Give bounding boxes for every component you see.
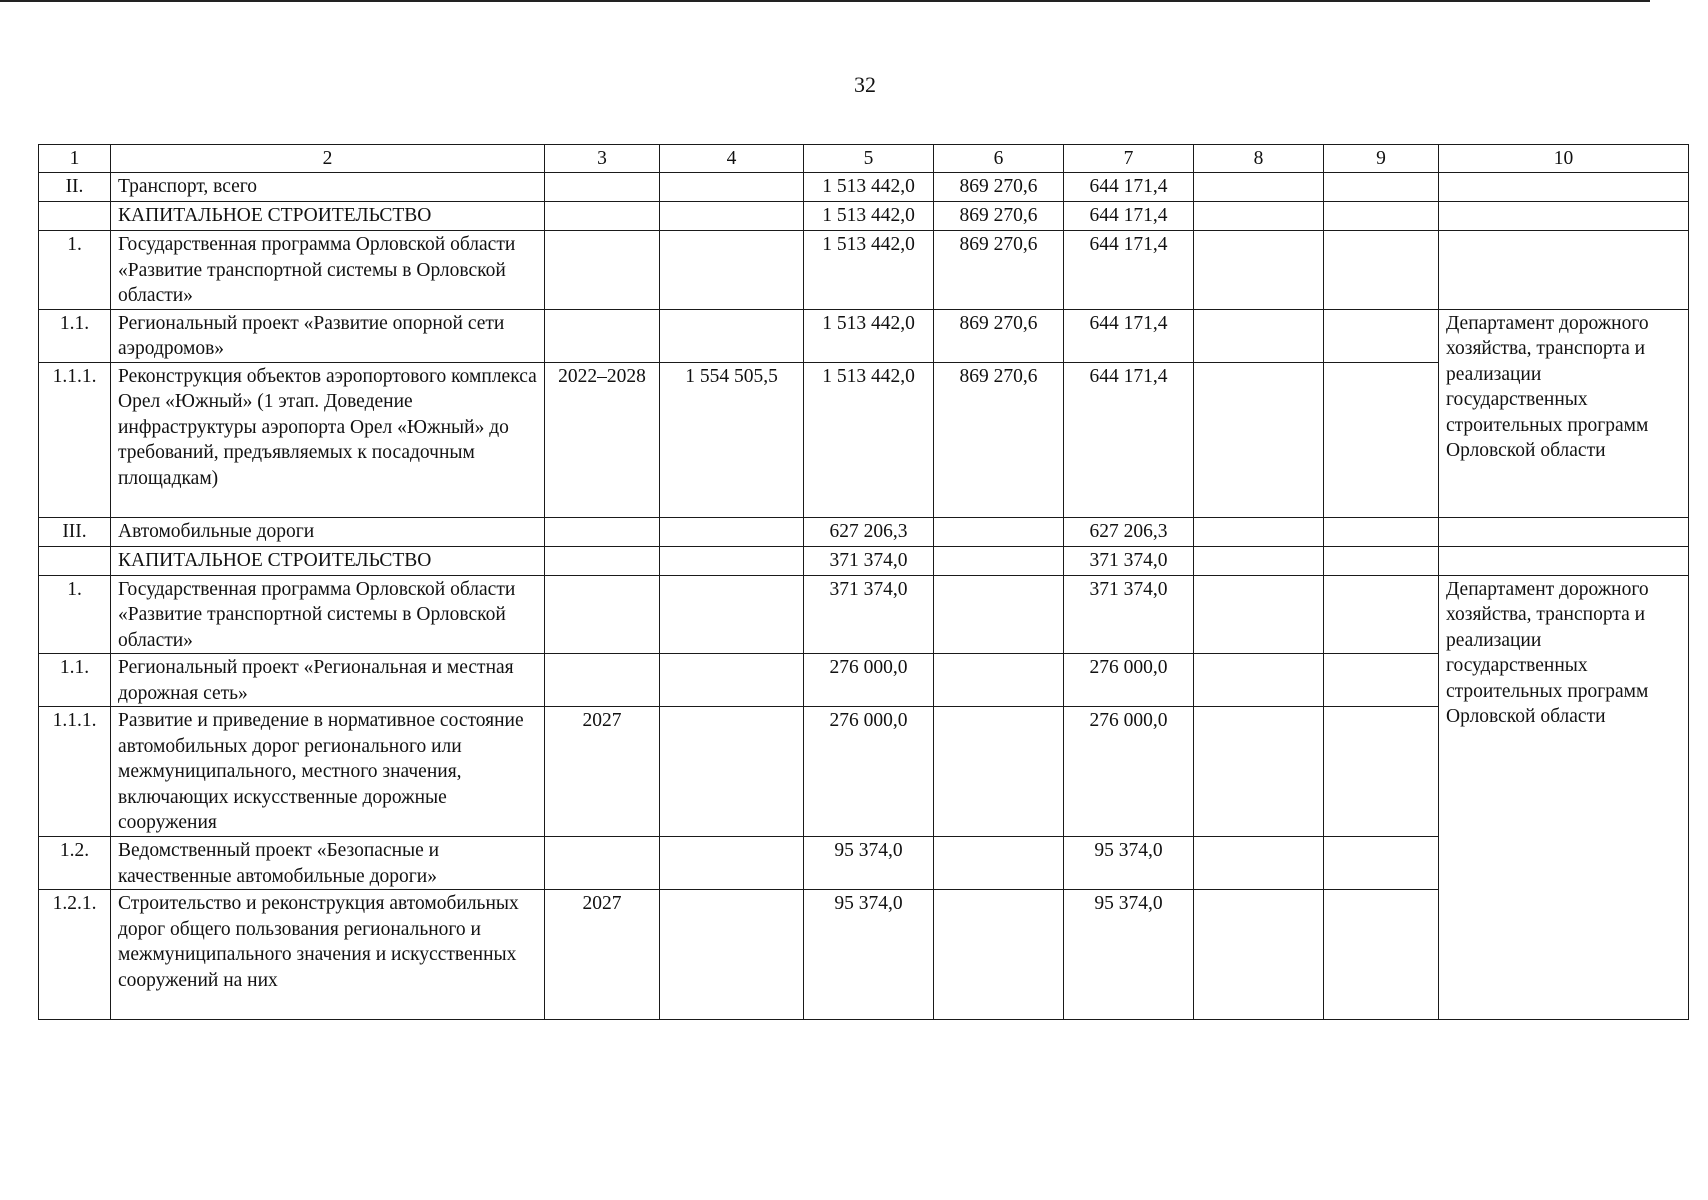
row-dept-empty: [1439, 231, 1689, 310]
row-title: Транспорт, всего: [111, 173, 545, 202]
row-col8-value: [1194, 890, 1324, 1020]
row-col6-value: 869 270,6: [934, 173, 1064, 202]
row-period: [545, 231, 660, 310]
page-number: 32: [854, 72, 876, 97]
row-col9-value: [1324, 231, 1439, 310]
table-row: [39, 173, 1689, 202]
row-total-cost: [660, 231, 804, 310]
row-period: 2027: [545, 890, 660, 1020]
row-col6-value: 869 270,6: [934, 202, 1064, 231]
responsible-department: Департамент дорожного хозяйства, транспорта и реализации государственных строительных программ Орловской области: [1439, 575, 1689, 1020]
row-period: [545, 517, 660, 546]
row-col5-value: 95 374,0: [804, 837, 934, 890]
row-col5-value: 371 374,0: [804, 575, 934, 654]
header-col-10: 10: [1439, 145, 1689, 173]
row-col8-value: [1194, 517, 1324, 546]
row-col5-value: 1 513 442,0: [804, 202, 934, 231]
row-period: [545, 654, 660, 707]
row-total-cost: [660, 654, 804, 707]
row-col5-value: 276 000,0: [804, 707, 934, 837]
row-col7-value: 371 374,0: [1064, 546, 1194, 575]
row-title: Ведомственный проект «Безопасные и качественные автомобильные дороги»: [111, 837, 545, 890]
top-rule: [0, 0, 1650, 2]
row-title: Развитие и приведение в нормативное состояние автомобильных дорог регионального или межмуниципального, местного значения, включающих искусственные дорожные сооружения: [111, 707, 545, 837]
row-col7-value: 95 374,0: [1064, 890, 1194, 1020]
budget-table: [38, 144, 1689, 1020]
row-col6-value: [934, 707, 1064, 837]
row-col8-value: [1194, 173, 1324, 202]
row-index: III.: [39, 517, 111, 546]
row-total-cost: [660, 173, 804, 202]
row-index: 1.1.: [39, 309, 111, 362]
header-col-5: 5: [804, 145, 934, 173]
row-col7-value: 276 000,0: [1064, 654, 1194, 707]
row-total-cost: [660, 202, 804, 231]
row-col6-value: 869 270,6: [934, 362, 1064, 517]
row-index: [39, 546, 111, 575]
row-total-cost: [660, 575, 804, 654]
row-col8-value: [1194, 546, 1324, 575]
row-dept-empty: [1439, 173, 1689, 202]
row-col7-value: 276 000,0: [1064, 707, 1194, 837]
row-index: 1.1.1.: [39, 362, 111, 517]
header-col-4: 4: [660, 145, 804, 173]
header-col-6: 6: [934, 145, 1064, 173]
header-col-9: 9: [1324, 145, 1439, 173]
responsible-department: Департамент дорожного хозяйства, транспорта и реализации государственных строительных программ Орловской области: [1439, 309, 1689, 517]
row-col6-value: 869 270,6: [934, 231, 1064, 310]
row-period: [545, 202, 660, 231]
row-col6-value: [934, 890, 1064, 1020]
row-col9-value: [1324, 654, 1439, 707]
table-row: [39, 202, 1689, 231]
row-period: [545, 173, 660, 202]
row-col7-value: 95 374,0: [1064, 837, 1194, 890]
row-period: 2022–2028: [545, 362, 660, 517]
row-title: Автомобильные дороги: [111, 517, 545, 546]
row-col8-value: [1194, 202, 1324, 231]
row-title: КАПИТАЛЬНОЕ СТРОИТЕЛЬСТВО: [111, 202, 545, 231]
row-col5-value: 371 374,0: [804, 546, 934, 575]
row-title: КАПИТАЛЬНОЕ СТРОИТЕЛЬСТВО: [111, 546, 545, 575]
row-index: 1.: [39, 575, 111, 654]
row-title: Строительство и реконструкция автомобильных дорог общего пользования регионального и межмуниципального значения и искусственных сооружений на них: [111, 890, 545, 1020]
row-dept-empty: [1439, 517, 1689, 546]
row-col9-value: [1324, 707, 1439, 837]
row-period: 2027: [545, 707, 660, 837]
row-title: Региональный проект «Развитие опорной сети аэродромов»: [111, 309, 545, 362]
row-col8-value: [1194, 362, 1324, 517]
row-period: [545, 837, 660, 890]
row-col9-value: [1324, 546, 1439, 575]
row-total-cost: [660, 837, 804, 890]
row-col7-value: 644 171,4: [1064, 362, 1194, 517]
row-index: II.: [39, 173, 111, 202]
row-col7-value: 644 171,4: [1064, 309, 1194, 362]
row-col6-value: [934, 837, 1064, 890]
row-total-cost: [660, 517, 804, 546]
row-period: [545, 309, 660, 362]
row-col5-value: 1 513 442,0: [804, 173, 934, 202]
row-col8-value: [1194, 837, 1324, 890]
row-col6-value: 869 270,6: [934, 309, 1064, 362]
row-title: Государственная программа Орловской области «Развитие транспортной системы в Орловской области»: [111, 231, 545, 310]
row-col5-value: 276 000,0: [804, 654, 934, 707]
row-total-cost: 1 554 505,5: [660, 362, 804, 517]
column-number-row: [39, 145, 1689, 173]
row-index: 1.2.: [39, 837, 111, 890]
row-total-cost: [660, 707, 804, 837]
header-col-2: 2: [111, 145, 545, 173]
row-dept-empty: [1439, 546, 1689, 575]
row-dept-empty: [1439, 202, 1689, 231]
row-col7-value: 371 374,0: [1064, 575, 1194, 654]
row-col6-value: [934, 517, 1064, 546]
row-col5-value: 1 513 442,0: [804, 309, 934, 362]
row-col8-value: [1194, 231, 1324, 310]
row-total-cost: [660, 890, 804, 1020]
table-row: [39, 575, 1689, 654]
row-col5-value: 95 374,0: [804, 890, 934, 1020]
row-title: Государственная программа Орловской области «Развитие транспортной системы в Орловской области»: [111, 575, 545, 654]
table-row: [39, 517, 1689, 546]
row-col7-value: 644 171,4: [1064, 231, 1194, 310]
row-col6-value: [934, 654, 1064, 707]
row-col9-value: [1324, 837, 1439, 890]
row-index: 1.1.1.: [39, 707, 111, 837]
header-col-3: 3: [545, 145, 660, 173]
budget-table-wrapper: [38, 144, 1688, 1020]
row-col7-value: 644 171,4: [1064, 173, 1194, 202]
row-period: [545, 546, 660, 575]
row-col9-value: [1324, 575, 1439, 654]
row-col5-value: 627 206,3: [804, 517, 934, 546]
row-index: [39, 202, 111, 231]
row-title: Региональный проект «Региональная и местная дорожная сеть»: [111, 654, 545, 707]
row-col9-value: [1324, 202, 1439, 231]
row-col8-value: [1194, 309, 1324, 362]
row-col7-value: 644 171,4: [1064, 202, 1194, 231]
table-row: [39, 546, 1689, 575]
row-col8-value: [1194, 707, 1324, 837]
row-col9-value: [1324, 173, 1439, 202]
row-index: 1.1.: [39, 654, 111, 707]
row-title: Реконструкция объектов аэропортового комплекса Орел «Южный» (1 этап. Доведение инфраструктуры аэропорта Орел «Южный» до требований, предъявляемых к посадочным площадкам): [111, 362, 545, 517]
row-col9-value: [1324, 362, 1439, 517]
table-row: [39, 309, 1689, 362]
row-col8-value: [1194, 654, 1324, 707]
table-row: [39, 231, 1689, 310]
row-col9-value: [1324, 309, 1439, 362]
header-col-8: 8: [1194, 145, 1324, 173]
row-total-cost: [660, 546, 804, 575]
row-index: 1.2.1.: [39, 890, 111, 1020]
row-period: [545, 575, 660, 654]
row-col9-value: [1324, 517, 1439, 546]
row-col6-value: [934, 575, 1064, 654]
row-col9-value: [1324, 890, 1439, 1020]
row-total-cost: [660, 309, 804, 362]
row-index: 1.: [39, 231, 111, 310]
header-col-7: 7: [1064, 145, 1194, 173]
row-col5-value: 1 513 442,0: [804, 231, 934, 310]
row-col8-value: [1194, 575, 1324, 654]
row-col6-value: [934, 546, 1064, 575]
row-col5-value: 1 513 442,0: [804, 362, 934, 517]
header-col-1: 1: [39, 145, 111, 173]
row-col7-value: 627 206,3: [1064, 517, 1194, 546]
